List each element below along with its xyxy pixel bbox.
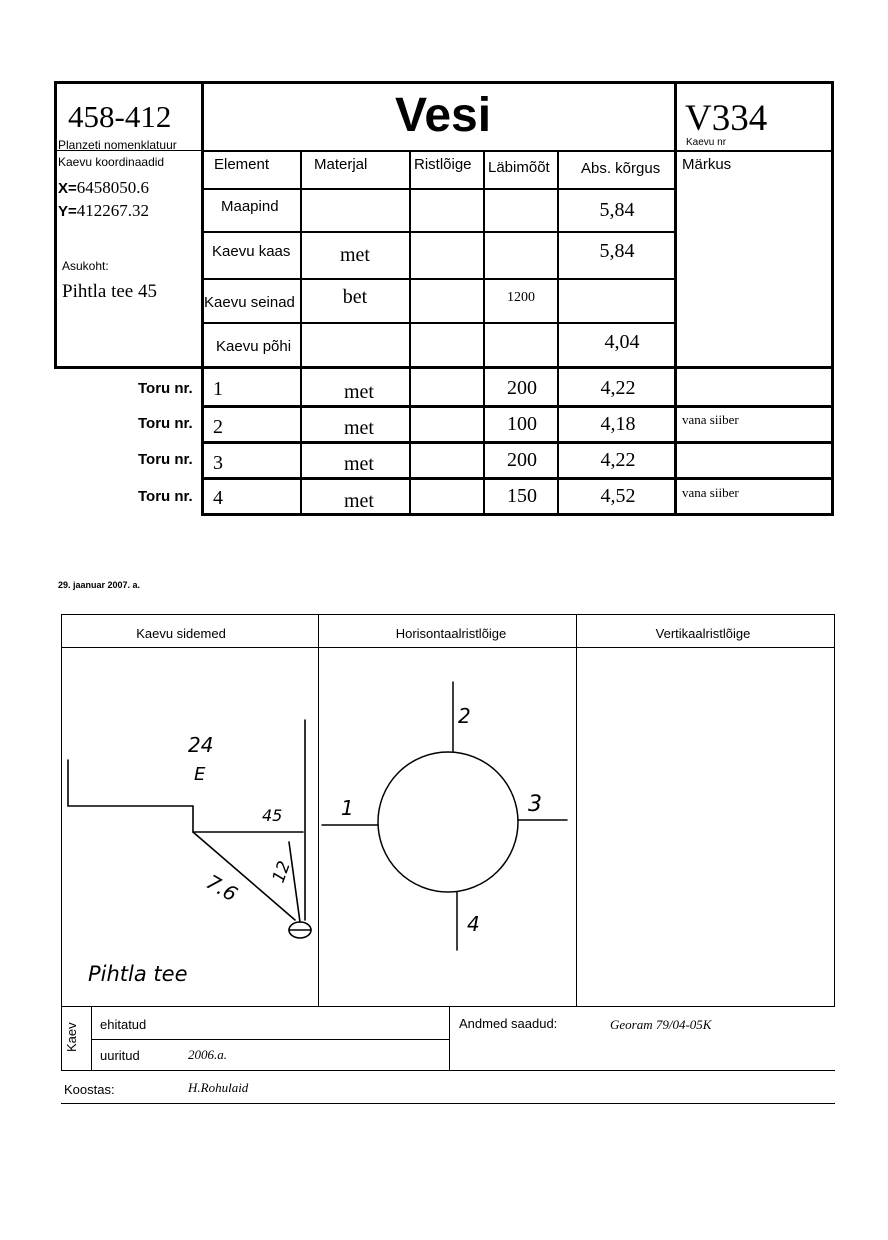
- pipe-diameter: 150: [507, 485, 537, 507]
- pipe-remark: vana siiber: [682, 485, 739, 500]
- pipe-label-1: 1: [341, 796, 354, 820]
- element-name: Kaevu põhi: [216, 338, 292, 355]
- col-remark: Märkus: [682, 156, 732, 173]
- y-value: 412267.32: [76, 201, 150, 220]
- pipe-nr: 1: [213, 378, 223, 400]
- well-label: Kaevu nr: [686, 137, 727, 148]
- pipe-remark: vana siiber: [682, 412, 739, 427]
- sketch-label-mark: E: [194, 764, 206, 785]
- pipe-diameter: 200: [507, 449, 537, 471]
- address: Pihtla tee 45: [62, 281, 157, 302]
- pipe-nr: 3: [213, 452, 223, 474]
- surveyed-value: 2006.a.: [188, 1047, 227, 1062]
- source-label: Andmed saadud:: [459, 1016, 558, 1031]
- pipe-label: Toru nr.: [138, 451, 193, 468]
- col-element: Element: [214, 156, 270, 173]
- col-diameter: Läbimõõt: [488, 159, 550, 176]
- pipe-height: 4,52: [600, 485, 636, 507]
- pipe-height: 4,18: [600, 413, 636, 435]
- pipe-height: 4,22: [600, 449, 636, 471]
- pipe-label-4: 4: [467, 912, 480, 936]
- y-label: Y=: [58, 203, 77, 220]
- pipe-label: Toru nr.: [138, 415, 193, 432]
- element-material: met: [340, 244, 370, 266]
- pipe-label-3: 3: [528, 792, 542, 817]
- address-label: Asukoht:: [62, 259, 109, 273]
- well-circle: [378, 752, 518, 892]
- x-label: X=: [58, 180, 77, 197]
- author-value: H.Rohulaid: [188, 1080, 249, 1095]
- sketch-label-12: 12: [268, 858, 295, 886]
- pipe-diameter: 200: [507, 377, 537, 399]
- col-abs-height: Abs. kõrgus: [581, 160, 661, 177]
- pipe-material: met: [344, 417, 374, 439]
- element-height: 5,84: [599, 199, 635, 221]
- pipe-material: met: [344, 490, 374, 512]
- element-height: 4,04: [604, 331, 640, 353]
- pipe-height: 4,22: [600, 377, 636, 399]
- sheet-number: 458-412: [68, 99, 172, 134]
- well-id: V334: [685, 98, 768, 139]
- element-name: Maapind: [221, 198, 279, 215]
- coords-label: Kaevu koordinaadid: [58, 155, 165, 169]
- pipe-nr: 2: [213, 416, 223, 438]
- surveyed-label: uuritud: [100, 1048, 140, 1063]
- col-cross-section: Ristlõige: [414, 156, 472, 173]
- pipe-label: Toru nr.: [138, 488, 193, 505]
- sketch-label-76: 7.6: [202, 869, 242, 907]
- source-value: Georam 79/04-05K: [610, 1017, 712, 1032]
- element-height: 5,84: [599, 240, 635, 262]
- drawing-col-horizontal: Horisontaalristlõige: [395, 626, 507, 641]
- pipe-label-2: 2: [458, 704, 471, 728]
- sketch-label-street: Pihtla tee: [88, 962, 188, 986]
- element-name: Kaevu kaas: [212, 243, 291, 260]
- sheet-label: Planzeti nomenklatuur: [58, 138, 177, 152]
- document-date: 29. jaanuar 2007. a.: [58, 580, 141, 590]
- page-title: Vesi: [394, 89, 492, 142]
- pipe-material: met: [344, 453, 374, 475]
- drawing-col-links: Kaevu sidemed: [136, 626, 226, 641]
- col-material: Materjal: [314, 156, 368, 173]
- element-diameter: 1200: [507, 290, 535, 305]
- pipe-diameter: 100: [507, 413, 537, 435]
- sketch-label-house: 24: [188, 733, 214, 757]
- x-value: 6458050.6: [76, 178, 150, 197]
- kaev-label: Kaev: [64, 1022, 79, 1052]
- pipe-nr: 4: [213, 487, 223, 509]
- built-label: ehitatud: [100, 1017, 147, 1032]
- pipe-material: met: [344, 381, 374, 403]
- drawing-col-vertical: Vertikaalristlõige: [655, 626, 751, 641]
- pipe-label: Toru nr.: [138, 380, 193, 397]
- author-label: Koostas:: [64, 1082, 115, 1097]
- sketch-label-45: 45: [262, 806, 283, 825]
- element-name: Kaevu seinad: [204, 294, 295, 311]
- element-material: bet: [342, 286, 368, 308]
